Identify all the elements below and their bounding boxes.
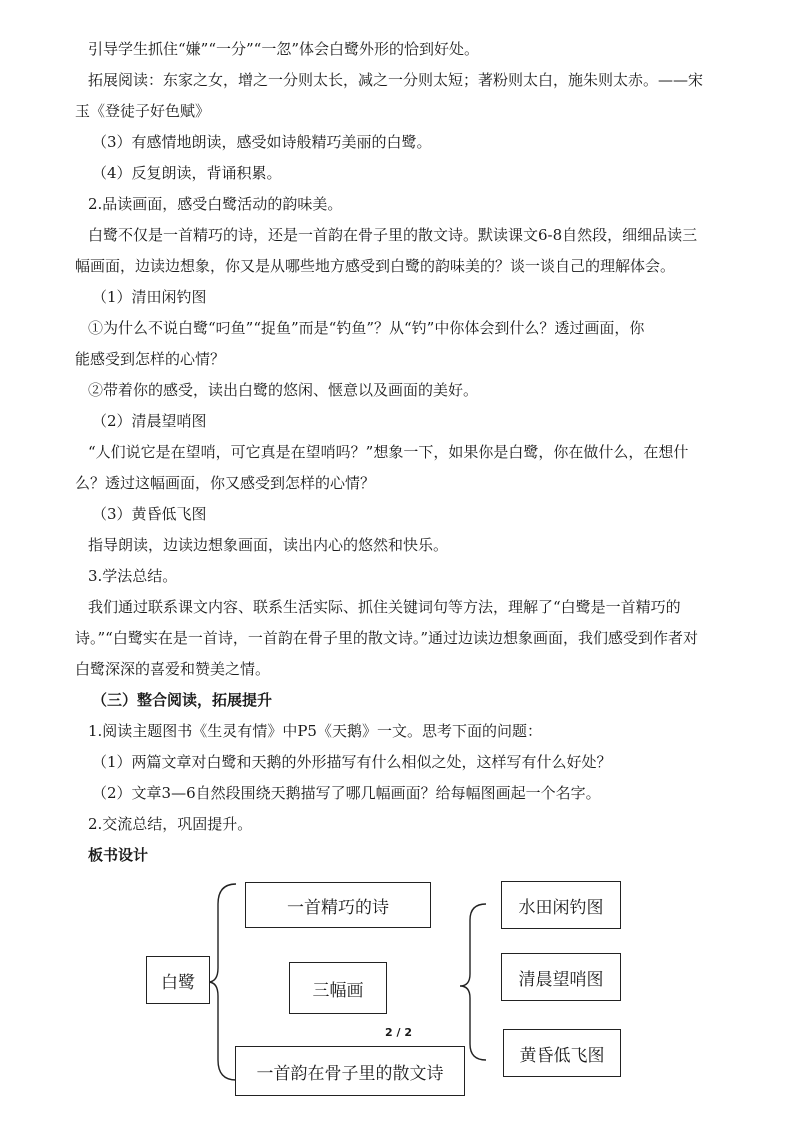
- board-scene-box: [501, 953, 621, 1001]
- board-scene-text: 清晨望哨图: [518, 969, 604, 990]
- text-line: 2.交流总结，巩固提升。: [88, 815, 253, 833]
- text-line: 1.阅读主题图书《生灵有情》中P5《天鹅》一文。思考下面的问题：: [88, 722, 542, 740]
- text-line: 拓展阅读：东家之女，增之一分则太长，减之一分则太短；著粉则太白，施朱则太赤。——宋: [88, 71, 704, 89]
- text-line: 3.学法总结。: [88, 567, 178, 585]
- board-scene-text: 水田闲钓图: [518, 897, 604, 918]
- text-line: 诗。”“白鹭实在是一首诗，一首韵在骨子里的散文诗。”通过边读边想象画面，我们感受到作者对: [75, 629, 699, 647]
- text-line: “人们说它是在望哨，可它真是在望哨吗？”想象一下，如果你是白鹭，你在做什么，在想什: [88, 443, 689, 461]
- text-line: 么？透过这幅画面，你又感受到怎样的心情？: [75, 474, 376, 492]
- board-bottom-text: 一首韵在骨子里的散文诗: [256, 1063, 444, 1084]
- text-line: （4）反复朗读，背诵积累。: [92, 164, 282, 182]
- left-brace: [208, 884, 236, 1080]
- board-design-heading: 板书设计: [88, 846, 149, 864]
- board-top-box: [245, 882, 431, 928]
- document-body: [75, 34, 740, 871]
- text-line: （3）黄昏低飞图: [92, 505, 207, 523]
- text-line: 能感受到怎样的心情？: [75, 350, 226, 368]
- text-line: （2）清晨望哨图: [92, 412, 207, 430]
- page-number: 2 / 2: [385, 1026, 412, 1039]
- text-line: （1）两篇文章对白鹭和天鹅的外形描写有什么相似之处，这样写有什么好处？: [92, 753, 612, 771]
- board-scene-box: [501, 881, 621, 929]
- text-line: ①为什么不说白鹭“叼鱼”“捉鱼”而是“钓鱼”？从“钓”中你体会到什么？透过画面，你: [88, 319, 645, 337]
- board-top-text: 一首精巧的诗: [287, 897, 389, 918]
- board-scene-text: 黄昏低飞图: [519, 1045, 605, 1066]
- board-middle-text: 三幅画: [312, 980, 364, 1001]
- text-line: 玉《登徒子好色赋》: [75, 102, 211, 120]
- text-line: 指导朗读，边读边想象画面，读出内心的悠然和快乐。: [88, 536, 449, 554]
- board-scene-box: [503, 1029, 621, 1077]
- text-line: （3）有感情地朗读，感受如诗般精巧美丽的白鹭。: [92, 133, 432, 151]
- text-line: 白鹭不仅是一首精巧的诗，还是一首韵在骨子里的散文诗。默读课文6-8自然段，细细品读三: [88, 226, 698, 244]
- section-heading: （三）整合阅读，拓展提升: [92, 691, 273, 709]
- board-center-box: [146, 956, 210, 1004]
- board-middle-box: [289, 962, 387, 1014]
- board-center-text: 白鹭: [161, 972, 195, 993]
- text-line: 引导学生抓住“嫌”“一分”“一忽”体会白鹭外形的恰到好处。: [88, 40, 480, 58]
- board-bottom-box: [235, 1046, 465, 1096]
- text-line: 我们通过联系课文内容、联系生活实际、抓住关键词句等方法，理解了“白鹭是一首精巧的: [88, 598, 681, 616]
- text-line: 白鹭深深的喜爱和赞美之情。: [75, 660, 271, 678]
- text-line: 幅画面，边读边想象，你又是从哪些地方感受到白鹭的韵味美的？谈一谈自己的理解体会。: [75, 257, 676, 275]
- text-line: （1）清田闲钓图: [92, 288, 207, 306]
- text-line: 2.品读画面，感受白鹭活动的韵味美。: [88, 195, 343, 213]
- right-brace: [460, 904, 486, 1060]
- text-line: ②带着你的感受，读出白鹭的悠闲、惬意以及画面的美好。: [88, 381, 479, 399]
- text-line: （2）文章3—6自然段围绕天鹅描写了哪几幅画面？给每幅图画起一个名字。: [92, 784, 601, 802]
